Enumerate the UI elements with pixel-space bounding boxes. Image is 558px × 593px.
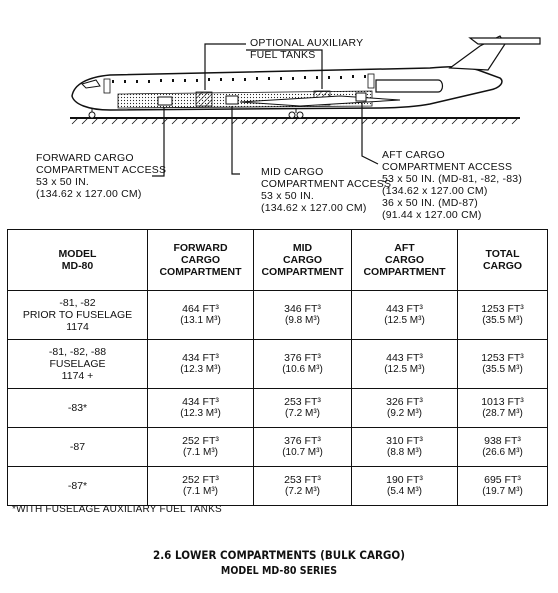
aft-cell: 443 FT³ (12.5 M³)	[352, 291, 458, 340]
figure-title: 2.6 LOWER COMPARTMENTS (BULK CARGO)	[153, 548, 405, 562]
ground	[70, 118, 520, 124]
forward-cargo-label: FORWARD CARGO COMPARTMENT ACCESS 53 x 50 IN. (134.62 x 127.00 CM)	[36, 152, 167, 200]
col-header-model: MODEL MD-80	[8, 230, 148, 291]
horizontal-stabilizer	[470, 38, 540, 44]
aft-cell: 190 FT³ (5.4 M³)	[352, 467, 458, 506]
forward-cell: 252 FT³ (7.1 M³)	[148, 467, 254, 506]
mid-cargo-door	[226, 96, 238, 104]
table-header-row	[8, 230, 548, 291]
table-row	[8, 340, 548, 389]
col-header-aft: AFT CARGO COMPARTMENT	[352, 230, 458, 291]
forward-cell: 252 FT³ (7.1 M³)	[148, 428, 254, 467]
table-row	[8, 389, 548, 428]
aft-cell: 310 FT³ (8.8 M³)	[352, 428, 458, 467]
aft-cargo-label: AFT CARGO COMPARTMENT ACCESS 53 x 50 IN. (MD-81, -82, -83) (134.62 x 127.00 CM) 36 x 50 IN. (MD-87) (91.44 x 127.00 CM)	[382, 149, 523, 221]
table-row	[8, 428, 548, 467]
total-cell: 938 FT³ (26.6 M³)	[458, 428, 548, 467]
aux-tanks-label: OPTIONAL AUXILIARY FUEL TANKS	[250, 37, 364, 61]
aircraft-diagram	[0, 0, 558, 222]
total-cell: 1253 FT³ (35.5 M³)	[458, 340, 548, 389]
mid-cell: 253 FT³ (7.2 M³)	[254, 389, 352, 428]
forward-cell: 434 FT³ (12.3 M³)	[148, 340, 254, 389]
total-cell: 1013 FT³ (28.7 M³)	[458, 389, 548, 428]
aft-cargo-door	[356, 93, 366, 101]
col-header-forward: FORWARD CARGO COMPARTMENT	[148, 230, 254, 291]
model-cell: -83*	[8, 389, 148, 428]
engine	[376, 80, 443, 92]
mid-cell: 376 FT³ (10.7 M³)	[254, 428, 352, 467]
forward-cargo-door	[158, 97, 172, 105]
figure-subtitle: MODEL MD-80 SERIES	[220, 565, 338, 577]
col-header-mid: MID CARGO COMPARTMENT	[254, 230, 352, 291]
model-cell: -81, -82, -88 FUSELAGE 1174 +	[8, 340, 148, 389]
mid-cargo-label: MID CARGO COMPARTMENT ACCESS 53 x 50 IN. (134.62 x 127.00 CM)	[261, 166, 392, 214]
model-cell: -81, -82 PRIOR TO FUSELAGE 1174	[8, 291, 148, 340]
mid-cell: 253 FT³ (7.2 M³)	[254, 467, 352, 506]
total-cell: 1253 FT³ (35.5 M³)	[458, 291, 548, 340]
mid-cell: 346 FT³ (9.8 M³)	[254, 291, 352, 340]
aft-cell: 443 FT³ (12.5 M³)	[352, 340, 458, 389]
mid-cell: 376 FT³ (10.6 M³)	[254, 340, 352, 389]
col-header-total: TOTAL CARGO	[458, 230, 548, 291]
cargo-volume-table	[7, 229, 548, 506]
table-row	[8, 291, 548, 340]
forward-cell: 464 FT³ (13.1 M³)	[148, 291, 254, 340]
aux-fuel-tank-1	[196, 92, 212, 106]
model-cell: -87	[8, 428, 148, 467]
total-cell: 695 FT³ (19.7 M³)	[458, 467, 548, 506]
forward-cell: 434 FT³ (12.3 M³)	[148, 389, 254, 428]
footnote: *WITH FUSELAGE AUXILIARY FUEL TANKS	[12, 504, 222, 515]
model-cell: -87*	[8, 467, 148, 506]
aft-cell: 326 FT³ (9.2 M³)	[352, 389, 458, 428]
table-row	[8, 467, 548, 506]
